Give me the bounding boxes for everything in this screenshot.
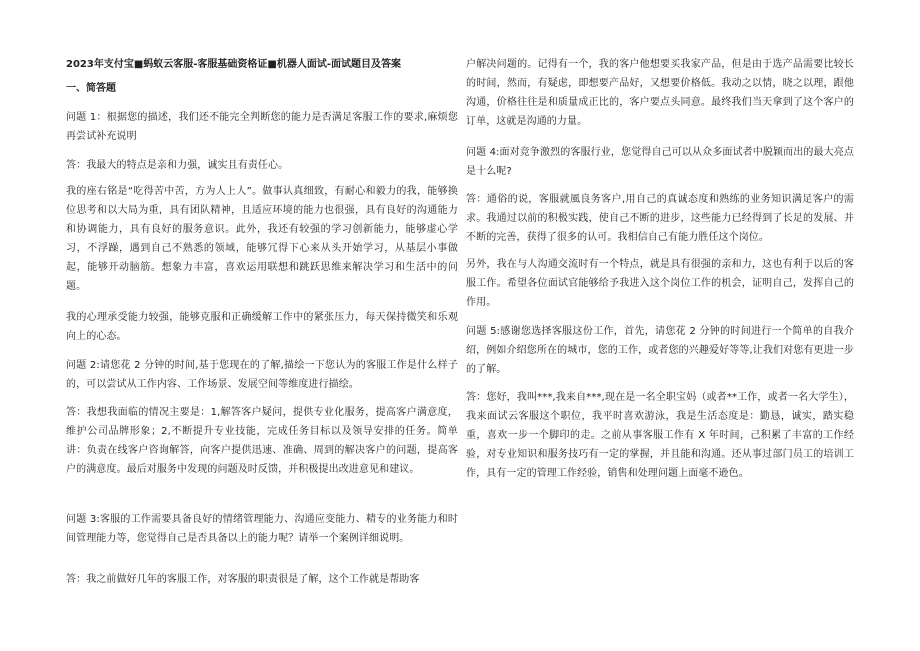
left-paragraph-a1-mind: 我的心理承受能力较强，能够克服和正确缓解工作中的紧张压力，每天保持微笑和乐观向上的心态。 xyxy=(66,312,458,342)
left-paragraph-q3: 问题 3:客服的工作需要具备良好的情绪管理能力、沟通应变能力、精专的业务能力和时间管理能力等，您觉得自己是否具备以上的能力呢？请举一个案例详细说明。 xyxy=(66,514,458,544)
left-paragraph-a2: 答：我想我面临的情况主要是：1,解答客户疑问，提供专业化服务，提高客户满意度，维护公司品牌形象；2,不断提升专业技能，完成任务目标以及领导安排的任务。简单讲：负责在线客户咨询解答，向客户提供迅速、准确、周到的解决客户的问题，提高客户的满意度。最后对服务中发现的问题及时反馈，并积极提出改进意见和建议。 xyxy=(66,407,458,475)
right-paragraph-q5: 问题 5:感谢您选择客服这份工作，首先，请您花 2 分钟的时间进行一个简单的自我介绍，例如介绍您所在的城市，您的工作，或者您的兴趣爱好等等,让我们对您有更进一步的了解。 xyxy=(466,326,854,375)
right-paragraph-a4-extra: 另外，我在与人沟通交流时有一个特点，就是具有很强的亲和力，这也有利于以后的客服工作。希望各位面试官能够给予我进入这个岗位工作的机会，证明自己，发挥自己的作用。 xyxy=(466,259,854,308)
right-paragraph-a5: 答：您好，我叫***,我来自***,现在是一名全职宝妈（或者**工作，或者一名大学生），我来面试云客服这个职位，我平时喜欢游泳，我是生活态度是：勤恳，诚实，踏实稳重，喜欢一步一个脚印的走。之前从事客服工作有 X 年时间，己积累了丰富的工作经验，对专业知识和服务技巧有一定的掌握，并且能和沟通。还从事过部门员工的培训工作，具有一定的管理工作经验，销售和处理问题上面毫不逊色。 xyxy=(466,392,854,479)
document-title: 2023年支付宝■蚂蚁云客服-客服基础资格证■机器人面试-面试题目及答案 xyxy=(66,59,402,70)
right-paragraph-a4: 答：通俗的说，客服就風良务客户,用自己的真诚态度和熟练的业务知识满足客户的需求。我通过以前的积极实践，使自己不断的进步，这些能力已经得到了长足的发展、并不断的完善，获得了很多的认可。我相信自己有能力胜任这个岗位。 xyxy=(466,194,854,243)
left-paragraph-a1-detail: 我的座右铭是“吃得苦中苦，方为人上人”。做事认真细致，有耐心和毅力的我，能够换位思考和以大局为重，具有团队精神，且适应环境的能力也很强，具有良好的沟通能力和协调能力，具有良好的服务意识。此外，我还有较强的学习创新能力，能够虚心学习，不浮躁，遇到自己不熟悉的领域，能够冗得下心来从头开始学习，从基层小事做起，能够开动脑筋。想象力丰富，喜欢运用联想和跳跃思维来解决学习和生活中的问题。 xyxy=(66,186,458,292)
left-paragraph-q1: 问题 1：根据您的描述，我们还不能完全判断您的能力是否满足客服工作的要求,麻烦您再尝试补充说明 xyxy=(66,112,458,142)
left-paragraph-a1: 答：我最大的特点是亲和力强，诚实且有责任心。 xyxy=(66,160,289,171)
left-paragraph-a3-start: 答：我之前做好几年的客服工作，对客服的职责很是了解，这个工作就是帮助客 xyxy=(66,574,420,585)
section-heading: 一、简答题 xyxy=(66,83,116,94)
left-paragraph-q2: 问题 2:请您花 2 分钟的时间,基于您现在的了解,描绘一下您认为的客服工作是什么样子的，可以尝试从工作内容、工作场景、发展空间等维度进行描绘。 xyxy=(66,360,458,390)
right-paragraph-a3-cont: 户解决问题的。记得有一个，我的客户他想要买我家产品，但是由于选产品需要比较长的时间，然而，有疑虑，即想要产品好，又想要价格低。我动之以情，晓之以理，跟他沟通，价格往往是和质量成正比的，客户要点头同意。最终我们当天拿到了这个客户的订单，这就是沟通的力量。 xyxy=(466,59,854,127)
right-paragraph-q4: 问题 4:面对竞争激烈的客服行业，您觉得自己可以从众多面试者中脱颖而出的最大亮点是十么呢? xyxy=(466,147,854,177)
